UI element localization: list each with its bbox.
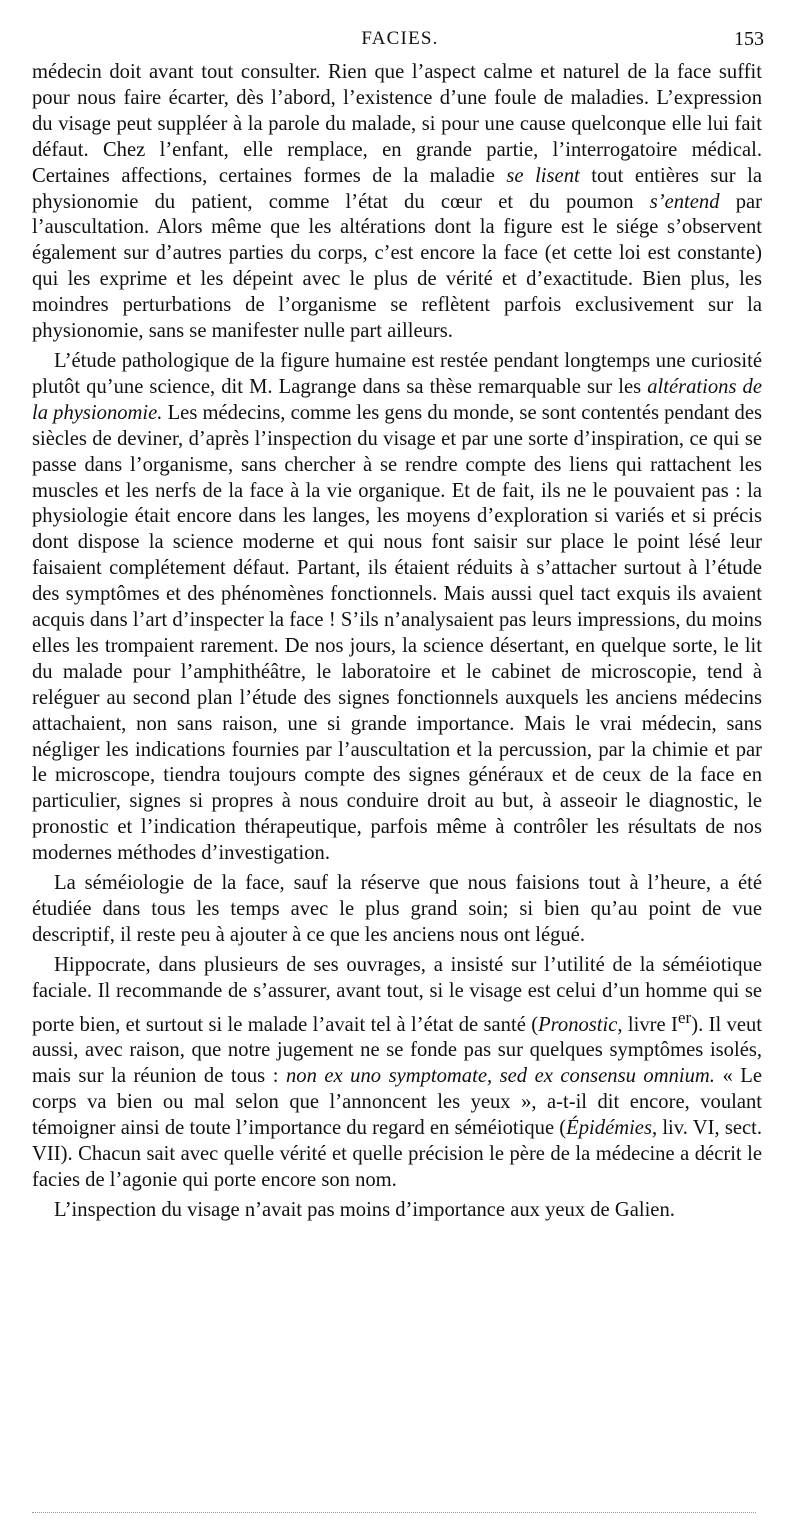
p3-text: La séméiologie de la face, sauf la réserve que nous faisions tout à l’heure, a été étudiée dans tous les temps avec le plus grand soin; si bien qu’au point de vue descriptif, il reste peu à ajouter à ce que les anciens nous ont légué. xyxy=(32,872,762,946)
body-text xyxy=(32,60,762,1224)
running-head xyxy=(30,28,770,56)
p4-superscript: er xyxy=(677,1007,692,1027)
p2-italic-title: altérations de la physionomie. xyxy=(32,375,762,424)
page-number: 153 xyxy=(734,28,764,50)
p2-text: L’étude pathologique de la figure humaine est restée pendant longtemps une curiosité plutôt qu’une science, dit M. Lagrange dans sa thèse remarquable sur les xyxy=(32,349,762,398)
p4-italic-epidemies: Épidémies xyxy=(566,1117,652,1140)
p1-text: médecin doit avant tout consulter. Rien que l’aspect calme et naturel de la face suffit pour nous faire écarter, dès l’abord, l’existence d’une foule de maladies. L’expression du visage peut suppléer à la parole du malade, si pour une cause quelconque elle lui fait défaut. Chez l’enfant, elle remplace, en grande partie, l’interrogatoire médical. Certaines affections, certaines formes de la maladie xyxy=(32,61,762,187)
paragraph-3 xyxy=(32,871,762,949)
p4-text-b: , livre I xyxy=(617,1013,678,1036)
p1-italic-s-entend: s’entend xyxy=(649,190,720,213)
p1-text-b: tout entières sur la physionomie du patient, comme l’état du cœur et du poumon xyxy=(32,164,762,213)
p2-text-b: Les médecins, comme les gens du monde, se sont contentés pendant des siècles de deviner, d’après l’inspection du visage et par une sorte d’inspiration, ce qui se passe dans l’organisme, sans chercher à se rendre compte des liens qui rattachent les muscles et les nerfs de la face à la vie organique. Et de fait, ils ne le pouvaient pas : la physiologie était encore dans les langes, les moyens d’exploration si variés et si précis dont dispose la science moderne et qui nous font saisir sur place le point lésé leur faisaient complétement défaut. Partant, ils étaient réduits à s’attacher surtout à l’étude des symptômes et des phénomènes fonctionnels. Mais aussi quel tact exquis ils avaient acquis dans l’art d’inspecter la face ! S’ils n’analysaient pas leurs impressions, du moins elles les trompaient rarement. De nos jours, la science désertant, en quelque sorte, le lit du malade pour l’amphithéâtre, le laboratoire et le cabinet de microscopie, tend à reléguer au second plan l’étude des signes fonctionnels auxquels les anciens médecins attachaient, non sans raison, une si grande importance. Mais le vrai médecin, sans négliger les indications fournies par l’auscultation et la percussion, par la chimie et par le microscope, tiendra toujours compte des signes généraux et de ceux de la face en particulier, signes si propres à nous conduire droit au but, à asseoir le diagnostic, le pronostic et l’indication thérapeutique, parfois même à contrôler les résultats de nos modernes méthodes d’investigation. xyxy=(32,401,762,865)
p4-text-c: ). Il veut aussi, avec raison, que notre jugement ne se fonde pas sur quelques symptômes isolés, mais sur la réunion de tous : xyxy=(32,1013,762,1088)
p4-text-d: « Le corps va bien ou mal selon que l’annoncent les yeux », a-t-il dit encore, voulant témoigner ainsi de toute l’importance du regard en séméiotique ( xyxy=(32,1065,762,1140)
paragraph-2 xyxy=(32,349,762,867)
p4-text-e: , liv. VI, sect. VII). Chacun sait avec quelle vérité et quelle précision le père de la médecine a décrit le facies de l’agonie qui porte encore son nom. xyxy=(32,1117,762,1191)
p1-text-c: par l’auscultation. Alors même que les altérations dont la figure est le siége s’observent également sur d’autres parties du corps, c’est encore la face (et cette loi est constante) qui les exprime et les dépeint avec le plus de vérité et d’exactitude. Bien plus, les moindres perturbations de l’organisme se reflètent parfois exclusivement sur la physionomie, sans se manifester nulle part ailleurs. xyxy=(32,190,762,343)
p4-italic-latin-quote: non ex uno symptomate, sed ex consensu omnium. xyxy=(285,1065,715,1088)
p4-italic-pronostic: Pronostic xyxy=(538,1013,618,1036)
paragraph-5 xyxy=(32,1198,762,1224)
p4-text: Hippocrate, dans plusieurs de ses ouvrages, a insisté sur l’utilité de la séméiotique faciale. Il recommande de s’assurer, avant tout, si le visage est celui d’un homme qui se porte bien, et surtout si le malade l’avait tel à l’état de santé ( xyxy=(32,953,762,1036)
footer-dotted-line xyxy=(32,1512,756,1513)
running-title: FACIES. xyxy=(361,28,439,49)
paragraph-4 xyxy=(32,953,762,1194)
p5-text: L’inspection du visage n’avait pas moins d’importance aux yeux de Galien. xyxy=(54,1198,675,1221)
p1-italic-se-lisent: se lisent xyxy=(506,164,580,187)
paragraph-1 xyxy=(32,60,762,345)
